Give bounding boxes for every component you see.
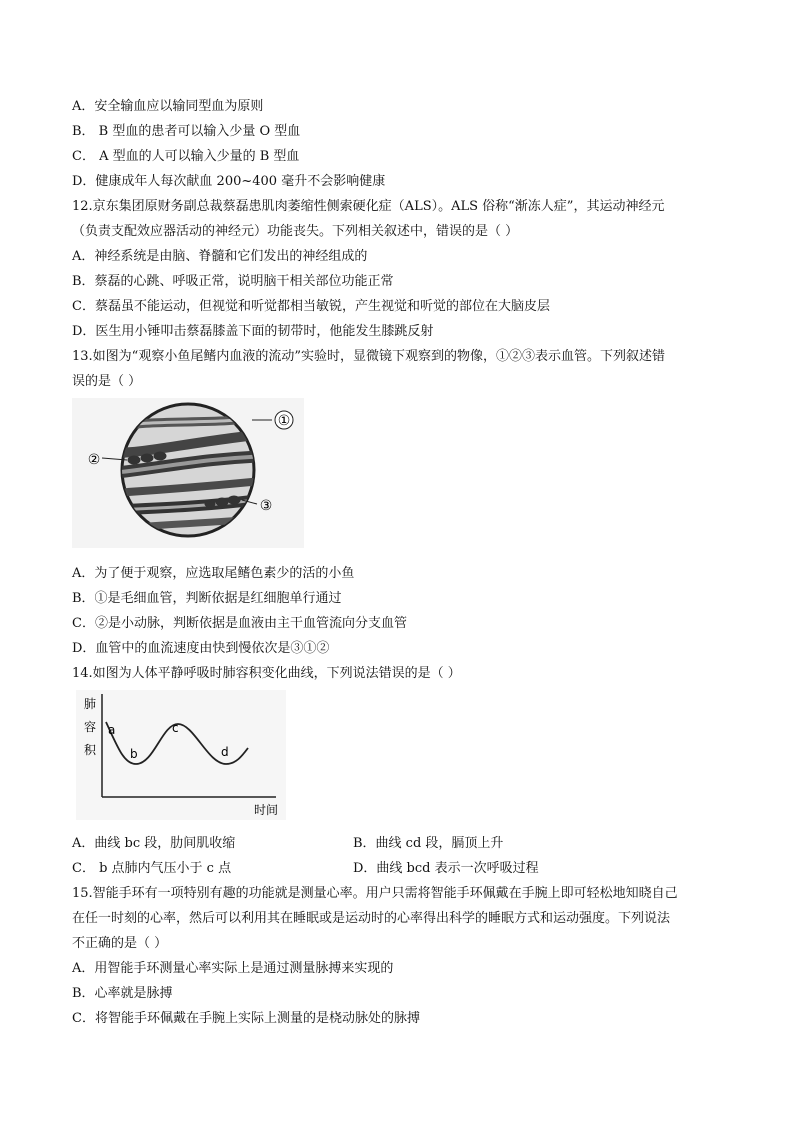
q13-stem-line-1: 13.如图为“观察小鱼尾鳍内血液的流动”实验时，显微镜下观察到的物像，①②③表示血管。下列叙述错 xyxy=(72,349,665,364)
q15-stem-line-1: 15.智能手环有一项特别有趣的功能就是测量心率。用户只需将智能手环佩戴在手腕上即可轻松地知晓自己 xyxy=(72,886,678,901)
q13-option-a: A．为了便于观察，应选取尾鳍色素少的活的小鱼 xyxy=(72,566,355,581)
q15-option-c: C．将智能手环佩戴在手腕上实际上测量的是桡动脉处的脉搏 xyxy=(72,1011,420,1026)
q12-option-a: A．神经系统是由脑、脊髓和它们发出的神经组成的 xyxy=(72,249,368,264)
q15-option-b: B．心率就是脉搏 xyxy=(72,986,173,1001)
q12-stem-line-2: （负责支配效应器活动的神经元）功能丧失。下列相关叙述中，错误的是（ ） xyxy=(72,224,519,239)
q11-option-a: A．安全输血应以输同型血为原则 xyxy=(72,99,264,114)
lung-volume-curve-drawing xyxy=(76,690,286,820)
q14-stem: 14.如图为人体平静呼吸时肺容积变化曲线，下列说法错误的是（ ） xyxy=(72,666,461,681)
q11-option-b: B． B 型血的患者可以输入少量 O 型血 xyxy=(72,124,301,139)
q12-option-d: D．医生用小锤叩击蔡磊膝盖下面的韧带时，他能发生膝跳反射 xyxy=(72,324,434,339)
q14-option-c: C． b 点肺内气压小于 c 点 xyxy=(72,861,232,876)
q15-stem-line-2: 在任一时刻的心率，然后可以利用其在睡眠或是运动时的心率得出科学的睡眠方式和运动强度。下列说法 xyxy=(72,911,671,926)
q12-stem-line-1: 12.京东集团原财务副总裁蔡磊患肌肉萎缩性侧索硬化症（ALS）。ALS 俗称“渐冻人症”，其运动神经元 xyxy=(72,199,665,214)
microscope-view-drawing xyxy=(72,398,304,548)
label-2: ② xyxy=(87,452,101,468)
point-a-label: a xyxy=(108,723,116,737)
q13-option-d: D．血管中的血流速度由快到慢依次是③①② xyxy=(72,641,330,656)
point-b-label: b xyxy=(130,747,138,761)
point-d-label: d xyxy=(221,745,229,759)
x-axis-label: 时间 xyxy=(253,803,279,817)
q14-option-d: D．曲线 bcd 表示一次呼吸过程 xyxy=(353,861,539,876)
lung-volume-curve-figure xyxy=(76,690,286,820)
point-c-label: c xyxy=(172,721,179,735)
q12-option-b: B．蔡磊的心跳、呼吸正常，说明脑干相关部位功能正常 xyxy=(72,274,394,289)
q14-option-b: B．曲线 cd 段，膈顶上升 xyxy=(353,836,504,851)
y-label-char-3: 积 xyxy=(83,743,97,757)
q13-option-b: B．①是毛细血管，判断依据是红细胞单行通过 xyxy=(72,591,342,606)
q13-stem-line-2: 误的是（ ） xyxy=(72,374,142,389)
q15-stem-line-3: 不正确的是（ ） xyxy=(72,936,168,951)
label-3: ③ xyxy=(259,498,273,514)
label-1: ① xyxy=(277,413,291,429)
blood-vessel-microscope-figure xyxy=(72,398,304,548)
q11-option-c: C． A 型血的人可以输入少量的 B 型血 xyxy=(72,149,300,164)
q11-option-d: D．健康成年人每次献血 200~400 毫升不会影响健康 xyxy=(72,174,386,189)
q12-option-c: C．蔡磊虽不能运动，但视觉和听觉都相当敏锐，产生视觉和听觉的部位在大脑皮层 xyxy=(72,299,550,314)
q13-option-c: C．②是小动脉，判断依据是血液由主干血管流向分支血管 xyxy=(72,616,407,631)
q14-option-a: A．曲线 bc 段，肋间肌收缩 xyxy=(72,836,236,851)
y-label-char-1: 肺 xyxy=(83,697,97,711)
y-label-char-2: 容 xyxy=(83,720,97,734)
q15-option-a: A．用智能手环测量心率实际上是通过测量脉搏来实现的 xyxy=(72,961,394,976)
